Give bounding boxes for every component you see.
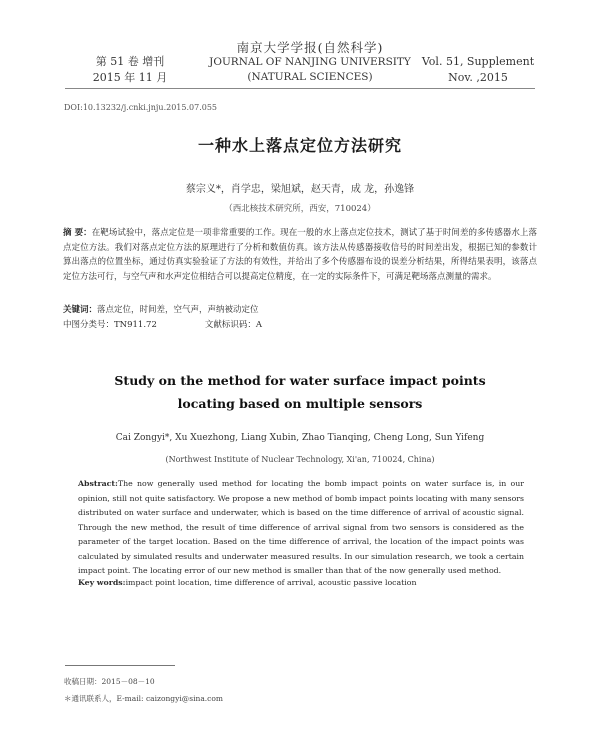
date-en: Nov. ,2015 bbox=[448, 71, 508, 84]
header-journal bbox=[190, 40, 430, 85]
authors-cn: 蔡宗义*，肖学忠，梁旭斌，赵天青，成 龙，孙逸锋 bbox=[185, 184, 415, 195]
header-divider bbox=[65, 88, 535, 89]
doc-code-cn: 文献标识码：A bbox=[204, 320, 262, 330]
abstract-label-en: Abstract: bbox=[78, 479, 118, 488]
paper-title-cn: 一种水上落点定位方法研究 bbox=[197, 136, 402, 155]
affiliation-en: (Northwest Institute of Nuclear Technology, Xi'an, 710024, China) bbox=[165, 455, 435, 464]
affiliation-cn: （西北核技术研究所，西安，710024） bbox=[224, 204, 376, 214]
abstract-cn bbox=[63, 226, 537, 284]
abstract-text-en: The now generally used method for locating the bomb impact points on water surface is, in our opinion, still not quite satisfactory. We propose a new method of bomb impact points locating with many sensors distributed on water surface and underwater, which is based on the time difference of arrival of acoustic signal. Through the new method, the result of time difference of arrival signal from two sensors is considered as the parameter of the target location. Based on the time difference of arrival, the location of the impact points was calculated by simulated results and underwater measured results. In our simulation research, we took a certain impact point. The locating error of our new method is smaller than that of the now generally used method. bbox=[78, 479, 524, 575]
keywords-text-cn: 落点定位，时间差，空气声，声纳被动定位 bbox=[97, 305, 259, 315]
classification-cn: 中图分类号：TN911.72 bbox=[63, 320, 157, 330]
abstract-en bbox=[78, 477, 524, 579]
footnote-corresponding: ＊通讯联系人，E-mail: caizongyi@sina.com bbox=[64, 694, 224, 703]
journal-subtitle-en: (NATURAL SCIENCES) bbox=[247, 71, 373, 83]
paper-title-en bbox=[0, 369, 600, 415]
volume-cn: 第 51 卷 增刊 bbox=[95, 55, 165, 68]
title-line-2: locating based on multiple sensors bbox=[177, 396, 423, 411]
doi: DOI:10.13232/j.cnki.jnju.2015.07.055 bbox=[64, 103, 218, 112]
footnote bbox=[64, 673, 223, 707]
classification-row bbox=[63, 318, 537, 330]
date-cn: 2015 年 11 月 bbox=[92, 71, 168, 84]
keywords-cn bbox=[63, 303, 537, 315]
keywords-label-en: Key words: bbox=[78, 578, 126, 587]
keywords-text-en: impact point location, time difference of arrival, acoustic passive location bbox=[125, 578, 417, 587]
journal-title-en: JOURNAL OF NANJING UNIVERSITY bbox=[209, 56, 411, 68]
abstract-label-cn: 摘 要： bbox=[63, 228, 92, 238]
keywords-label-cn: 关键词： bbox=[63, 305, 98, 315]
journal-title-cn: 南京大学学报(自然科学) bbox=[236, 40, 384, 55]
footnote-divider bbox=[65, 665, 175, 666]
title-line-1: Study on the method for water surface impact points bbox=[114, 373, 486, 388]
header-volume-cn bbox=[80, 54, 180, 86]
keywords-en bbox=[78, 578, 524, 587]
footnote-received: 收稿日期：2015－08－10 bbox=[64, 677, 155, 686]
abstract-text-cn: 在靶场试验中，落点定位是一项非常重要的工作。现在一般的水上落点定位技术，测试了基于时间差的多传感器水上落点定位方法。我们对落点定位方法的原理进行了分析和数值仿真。该方法从传感器接收信号的时间差出发，根据已知的参数计算出落点的位置坐标，通过仿真实验验证了方法的有效性，并给出了多个传感器布设的误差分析结果，所得结果表明，该落点定位方法可行，与空气声和水声定位相结合可以提高定位精度，在一定的实际条件下，可满足靶场落点测量的需求。 bbox=[63, 228, 537, 282]
authors-en: Cai Zongyi*, Xu Xuezhong, Liang Xubin, Zhao Tianqing, Cheng Long, Sun Yifeng bbox=[115, 433, 485, 443]
header-volume-en bbox=[418, 54, 538, 86]
volume-en: Vol. 51, Supplement bbox=[421, 55, 535, 68]
